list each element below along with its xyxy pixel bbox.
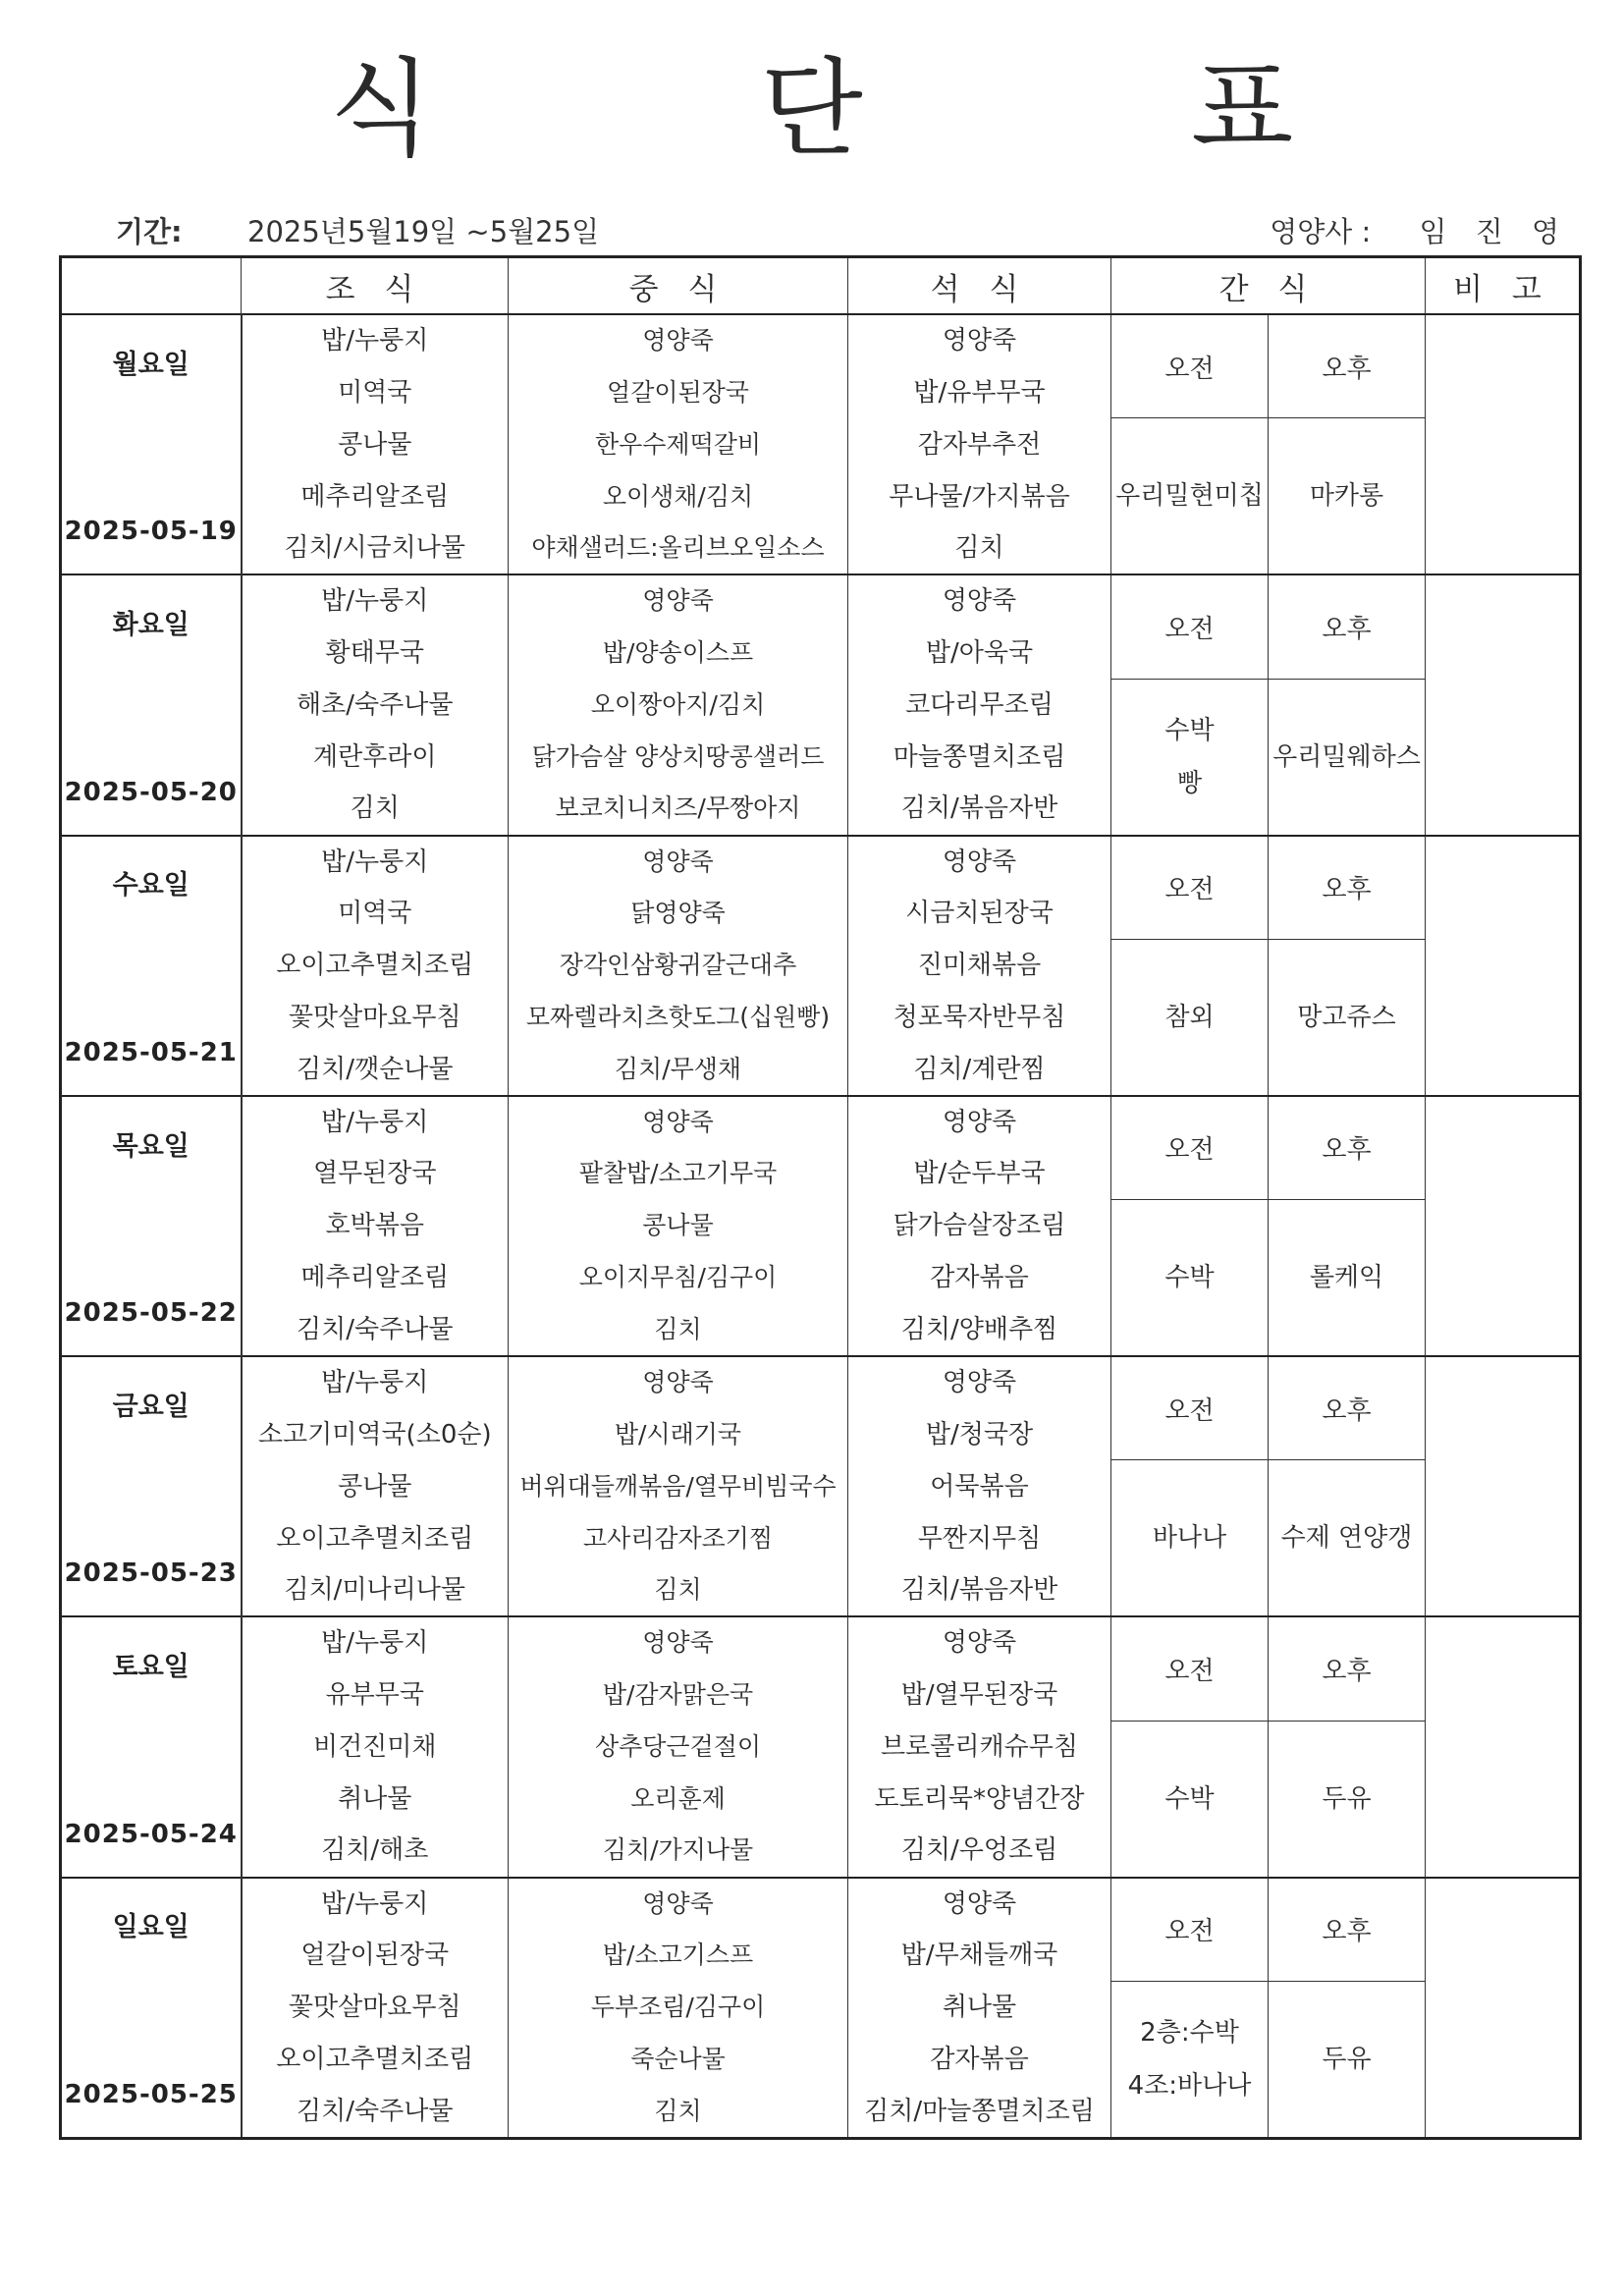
dinner-item: 영양죽 (848, 314, 1111, 366)
day-cell (61, 314, 242, 574)
day-date: 2025-05-20 (64, 777, 238, 807)
dinner-item: 밥/청국장 (848, 1408, 1111, 1460)
breakfast-item: 김치/해초 (242, 1825, 509, 1877)
day-cell (61, 1878, 242, 2139)
header-note: 비 고 (1426, 257, 1581, 315)
snack-am-extra: 빵 (1176, 768, 1203, 798)
lunch-item: 고사리감자조기찜 (509, 1512, 848, 1564)
dinner-item: 감자부추전 (848, 418, 1111, 470)
breakfast-item: 밥/누룽지 (242, 1616, 509, 1668)
lunch-item: 김치 (509, 2086, 848, 2139)
note-cell (1426, 1096, 1581, 1356)
breakfast-item: 미역국 (242, 888, 509, 940)
breakfast-item: 얼갈이된장국 (242, 1930, 509, 1982)
dinner-item: 김치/양배추찜 (848, 1304, 1111, 1356)
day-name: 수요일 (112, 870, 189, 902)
lunch-item: 김치/가지나물 (509, 1825, 848, 1877)
lunch-item: 밥/시래기국 (509, 1408, 848, 1460)
breakfast-item: 메추리알조림 (242, 470, 509, 522)
breakfast-item: 김치/미나리나물 (242, 1564, 509, 1616)
lunch-item: 한우수제떡갈비 (509, 418, 848, 470)
breakfast-item: 소고기미역국(소0순) (242, 1408, 509, 1460)
snack-am-extra: 4조:바나나 (1127, 2070, 1252, 2101)
note-cell (1426, 314, 1581, 574)
day-date: 2025-05-19 (64, 517, 238, 547)
snack-am-label: 오전 (1111, 1878, 1269, 1982)
breakfast-item: 김치/숙주나물 (242, 2086, 509, 2139)
lunch-item: 오이지무침/김구이 (509, 1252, 848, 1304)
snack-am-cell (1111, 1460, 1269, 1616)
lunch-item: 보코치니치즈/무짱아지 (509, 783, 848, 835)
day-name: 월요일 (112, 349, 189, 380)
breakfast-item: 해초/숙주나물 (242, 679, 509, 731)
breakfast-item: 오이고추멸치조림 (242, 939, 509, 991)
snack-pm-item: 마카롱 (1269, 418, 1426, 574)
dinner-item: 영양죽 (848, 836, 1111, 888)
note-cell (1426, 1616, 1581, 1877)
breakfast-item: 호박볶음 (242, 1200, 509, 1252)
snack-pm-item: 망고쥬스 (1269, 939, 1426, 1095)
dinner-item: 밥/유부무국 (848, 366, 1111, 418)
dietitian-info (1270, 210, 1569, 250)
snack-am-cell (1111, 1721, 1269, 1877)
breakfast-item: 밥/누룽지 (242, 574, 509, 627)
lunch-item: 김치/무생채 (509, 1044, 848, 1096)
day-date: 2025-05-21 (64, 1037, 238, 1067)
snack-pm-item: 두유 (1269, 1981, 1426, 2138)
breakfast-item: 밥/누룽지 (242, 1096, 509, 1148)
note-cell (1426, 836, 1581, 1096)
dinner-item: 영양죽 (848, 1356, 1111, 1408)
breakfast-item: 밥/누룽지 (242, 836, 509, 888)
lunch-item: 김치 (509, 1564, 848, 1616)
lunch-item: 오이생채/김치 (509, 470, 848, 522)
dinner-item: 마늘쫑멸치조림 (848, 732, 1111, 784)
day-name: 목요일 (112, 1130, 189, 1162)
day-cell (61, 1356, 242, 1616)
lunch-item: 오이짱아지/김치 (509, 679, 848, 731)
dinner-item: 김치/볶음자반 (848, 783, 1111, 835)
lunch-item: 영양죽 (509, 836, 848, 888)
menu-row (61, 1878, 1581, 1930)
snack-am-cell (1111, 679, 1269, 835)
header-breakfast: 조 식 (242, 257, 509, 315)
day-date: 2025-05-23 (64, 1558, 238, 1589)
snack-am-item: 수박 (1164, 1263, 1215, 1293)
snack-am-item: 바나나 (1152, 1523, 1227, 1554)
breakfast-item: 콩나물 (242, 418, 509, 470)
menu-row (61, 679, 1581, 731)
day-cell (61, 1096, 242, 1356)
header-blank (61, 257, 242, 315)
lunch-item: 얼갈이된장국 (509, 366, 848, 418)
note-cell (1426, 1356, 1581, 1616)
dinner-item: 김치/우엉조림 (848, 1825, 1111, 1877)
day-name: 화요일 (112, 610, 189, 641)
lunch-item: 두부조림/김구이 (509, 1981, 848, 2033)
lunch-item: 영양죽 (509, 1616, 848, 1668)
dinner-item: 김치 (848, 522, 1111, 574)
dinner-item: 브로콜리캐슈무침 (848, 1721, 1111, 1773)
lunch-item: 버위대들깨볶음/열무비빔국수 (509, 1460, 848, 1512)
page-title: 식 단 표 (329, 48, 1441, 171)
breakfast-item: 꽃맛살마요무침 (242, 1981, 509, 2033)
snack-pm-label: 오후 (1269, 574, 1426, 679)
day-cell (61, 1616, 242, 1877)
lunch-item: 영양죽 (509, 314, 848, 366)
breakfast-item: 김치/숙주나물 (242, 1304, 509, 1356)
dinner-item: 밥/무채들깨국 (848, 1930, 1111, 1982)
snack-am-item: 수박 (1164, 715, 1215, 745)
day-name: 토요일 (112, 1652, 189, 1683)
lunch-item: 밥/소고기스프 (509, 1930, 848, 1982)
snack-am-item: 수박 (1164, 1783, 1215, 1814)
dinner-item: 영양죽 (848, 574, 1111, 627)
lunch-item: 밥/감자맑은국 (509, 1669, 848, 1722)
menu-row (61, 1200, 1581, 1252)
lunch-item: 팥찰밥/소고기무국 (509, 1148, 848, 1200)
snack-am-item: 우리밀현미칩 (1115, 481, 1264, 512)
period-value: 2025년5월19일 ~5월25일 (247, 215, 600, 248)
snack-pm-item: 수제 연양갱 (1269, 1460, 1426, 1616)
header-row (61, 257, 1581, 315)
lunch-item: 영양죽 (509, 1096, 848, 1148)
snack-am-item: 2층:수박 (1140, 2017, 1239, 2048)
snack-am-label: 오전 (1111, 1096, 1269, 1200)
dinner-item: 김치/볶음자반 (848, 1564, 1111, 1616)
dinner-item: 밥/열무된장국 (848, 1669, 1111, 1722)
lunch-item: 영양죽 (509, 1878, 848, 1930)
menu-row (61, 1616, 1581, 1668)
snack-pm-item: 우리밀웨하스 (1269, 679, 1426, 835)
menu-row (61, 1460, 1581, 1512)
snack-pm-label: 오후 (1269, 836, 1426, 940)
lunch-item: 닭가슴살 양상치땅콩샐러드 (509, 732, 848, 784)
menu-row (61, 1096, 1581, 1148)
breakfast-item: 취나물 (242, 1774, 509, 1826)
breakfast-item: 콩나물 (242, 1460, 509, 1512)
snack-am-label: 오전 (1111, 574, 1269, 679)
lunch-item: 김치 (509, 1304, 848, 1356)
lunch-item: 모짜렐라치츠핫도그(십원빵) (509, 992, 848, 1044)
snack-pm-label: 오후 (1269, 314, 1426, 418)
dinner-item: 취나물 (848, 1981, 1111, 2033)
breakfast-item: 밥/누룽지 (242, 1356, 509, 1408)
lunch-item: 죽순나물 (509, 2034, 848, 2086)
menu-row (61, 1981, 1581, 2033)
day-date: 2025-05-25 (64, 2080, 238, 2110)
snack-pm-label: 오후 (1269, 1616, 1426, 1721)
lunch-item: 영양죽 (509, 574, 848, 627)
day-date: 2025-05-24 (64, 1819, 238, 1849)
dinner-item: 밥/순두부국 (848, 1148, 1111, 1200)
header-snack: 간 식 (1111, 257, 1426, 315)
dinner-item: 닭가슴살장조림 (848, 1200, 1111, 1252)
breakfast-item: 김치 (242, 783, 509, 835)
breakfast-item: 김치/시금치나물 (242, 522, 509, 574)
snack-am-cell (1111, 1981, 1269, 2138)
snack-am-cell (1111, 939, 1269, 1095)
day-name: 일요일 (112, 1912, 189, 1943)
snack-pm-label: 오후 (1269, 1096, 1426, 1200)
menu-row (61, 418, 1581, 470)
dinner-item: 시금치된장국 (848, 888, 1111, 940)
snack-pm-item: 두유 (1269, 1721, 1426, 1877)
snack-am-label: 오전 (1111, 1356, 1269, 1460)
dinner-item: 코다리무조림 (848, 679, 1111, 731)
menu-row (61, 836, 1581, 888)
day-date: 2025-05-22 (64, 1298, 238, 1329)
dinner-item: 영양죽 (848, 1878, 1111, 1930)
snack-am-label: 오전 (1111, 314, 1269, 418)
snack-am-label: 오전 (1111, 1616, 1269, 1721)
breakfast-item: 미역국 (242, 366, 509, 418)
header-info (116, 210, 1569, 249)
lunch-item: 닭영양죽 (509, 888, 848, 940)
snack-pm-label: 오후 (1269, 1356, 1426, 1460)
snack-am-label: 오전 (1111, 836, 1269, 940)
breakfast-item: 오이고추멸치조림 (242, 2034, 509, 2086)
menu-row (61, 939, 1581, 991)
breakfast-item: 김치/깻순나물 (242, 1044, 509, 1096)
lunch-item: 상추당근겉절이 (509, 1721, 848, 1773)
dietitian-name: 임 진 영 (1419, 215, 1569, 248)
breakfast-item: 꽃맛살마요무침 (242, 992, 509, 1044)
snack-pm-item: 롤케익 (1269, 1200, 1426, 1356)
snack-am-cell (1111, 418, 1269, 574)
dinner-item: 영양죽 (848, 1616, 1111, 1668)
dinner-item: 김치/마늘쫑멸치조림 (848, 2086, 1111, 2139)
snack-am-cell (1111, 1200, 1269, 1356)
lunch-item: 오리훈제 (509, 1774, 848, 1826)
note-cell (1426, 574, 1581, 835)
day-name: 금요일 (112, 1391, 189, 1422)
dinner-item: 감자볶음 (848, 1252, 1111, 1304)
dinner-item: 밥/아욱국 (848, 628, 1111, 680)
breakfast-item: 황태무국 (242, 628, 509, 680)
breakfast-item: 계란후라이 (242, 732, 509, 784)
lunch-item: 밥/양송이스프 (509, 628, 848, 680)
lunch-item: 장각인삼황귀갈근대추 (509, 939, 848, 991)
dinner-item: 진미채볶음 (848, 939, 1111, 991)
dinner-item: 무나물/가지볶음 (848, 470, 1111, 522)
menu-row (61, 1721, 1581, 1773)
day-cell (61, 574, 242, 835)
dinner-item: 도토리묵*양념간장 (848, 1774, 1111, 1826)
day-cell (61, 836, 242, 1096)
menu-row (61, 574, 1581, 627)
lunch-item: 영양죽 (509, 1356, 848, 1408)
header-lunch: 중 식 (509, 257, 848, 315)
breakfast-item: 메추리알조림 (242, 1252, 509, 1304)
dinner-item: 무짠지무침 (848, 1512, 1111, 1564)
breakfast-item: 비건진미채 (242, 1721, 509, 1773)
dinner-item: 감자볶음 (848, 2034, 1111, 2086)
breakfast-item: 오이고추멸치조림 (242, 1512, 509, 1564)
snack-am-item: 참외 (1164, 1002, 1215, 1032)
note-cell (1426, 1878, 1581, 2139)
snack-pm-label: 오후 (1269, 1878, 1426, 1982)
lunch-item: 콩나물 (509, 1200, 848, 1252)
breakfast-item: 유부무국 (242, 1669, 509, 1722)
lunch-item: 야채샐러드:올리브오일소스 (509, 522, 848, 574)
dinner-item: 어묵볶음 (848, 1460, 1111, 1512)
dinner-item: 김치/계란찜 (848, 1044, 1111, 1096)
menu-row (61, 314, 1581, 366)
dinner-item: 영양죽 (848, 1096, 1111, 1148)
menu-row (61, 1356, 1581, 1408)
menu-body (61, 314, 1581, 2139)
dietitian-label: 영양사 : (1270, 215, 1372, 248)
breakfast-item: 밥/누룽지 (242, 1878, 509, 1930)
period-label: 기간: (116, 215, 183, 248)
breakfast-item: 열무된장국 (242, 1148, 509, 1200)
breakfast-item: 밥/누룽지 (242, 314, 509, 366)
menu-table (59, 255, 1582, 2140)
dinner-item: 청포묵자반무침 (848, 992, 1111, 1044)
header-dinner: 석 식 (848, 257, 1111, 315)
